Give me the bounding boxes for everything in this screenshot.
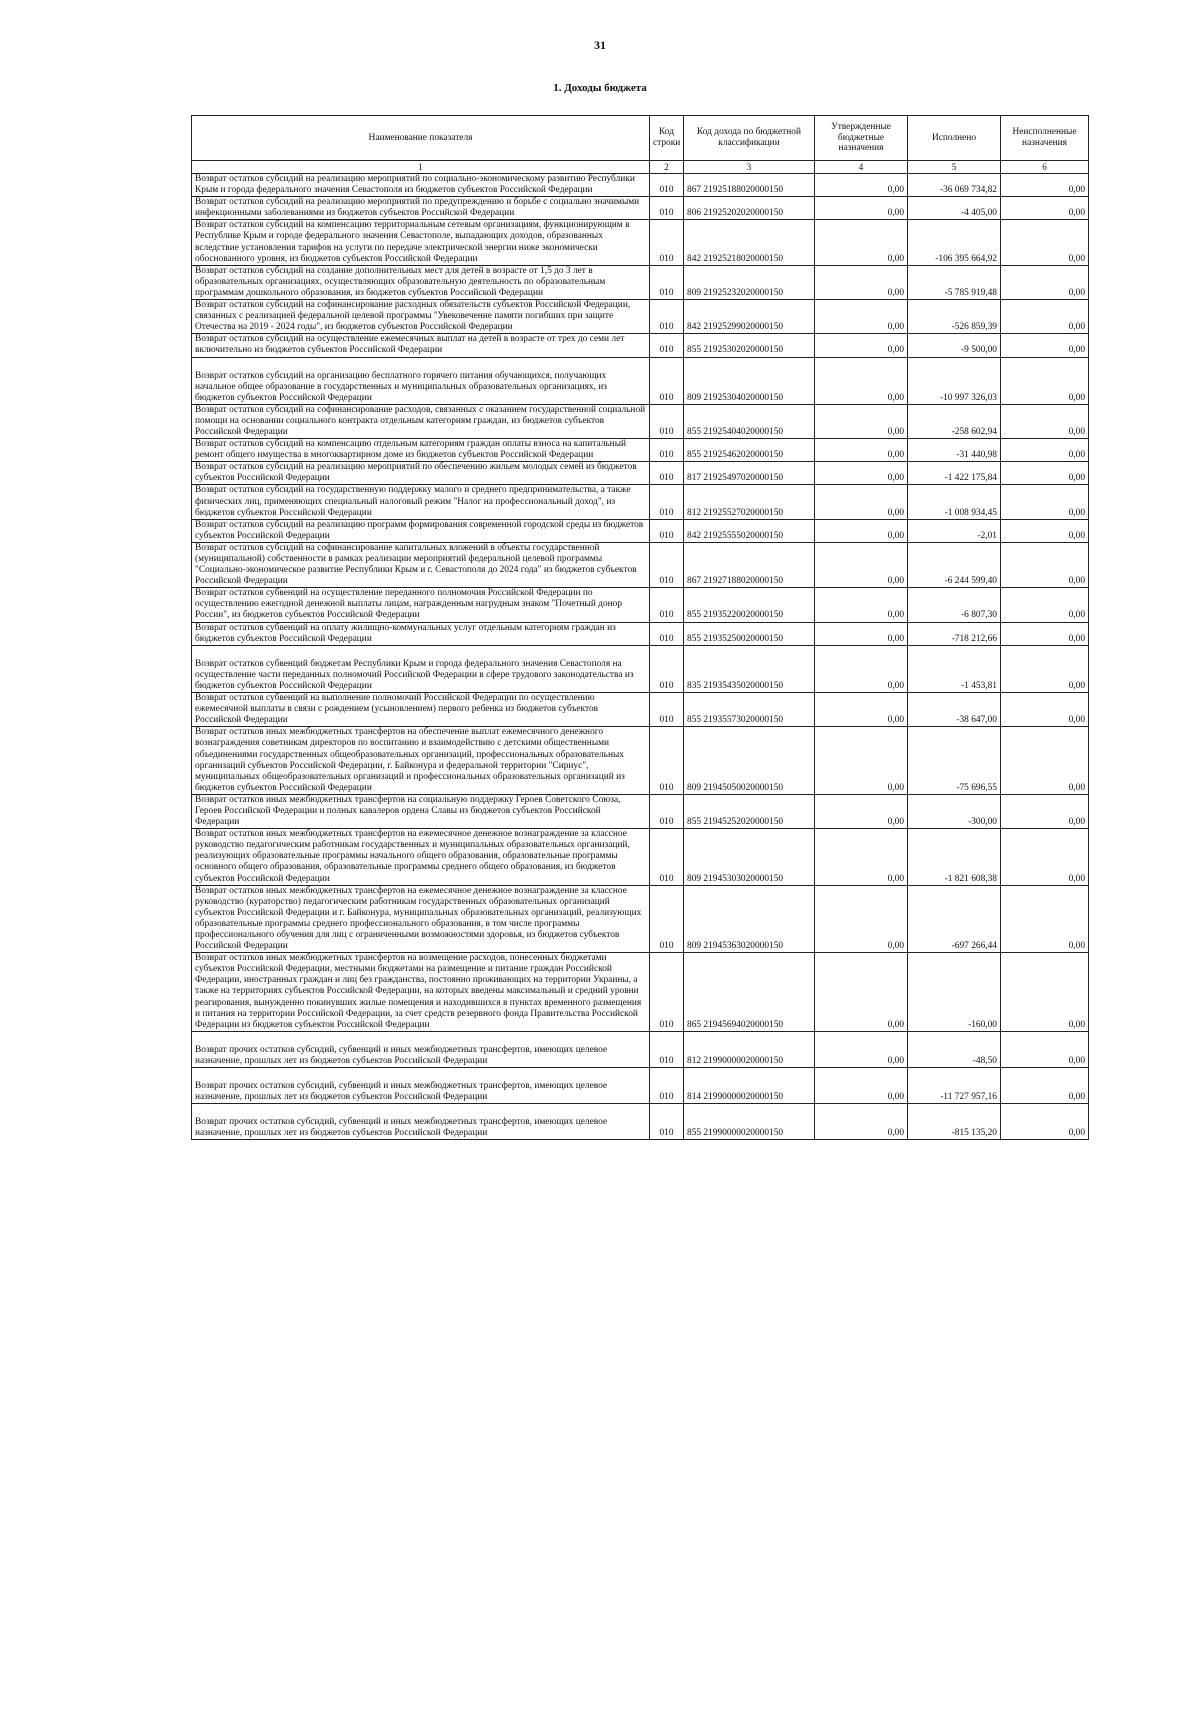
- table-row: [192, 220, 1089, 265]
- table-row: [192, 727, 1089, 795]
- income-code: 855 21990000020000150: [684, 1104, 815, 1140]
- table-row: [192, 953, 1089, 1032]
- table-row: [192, 300, 1089, 334]
- unexecuted-amount: 0,00: [1001, 174, 1089, 197]
- approved-amount: 0,00: [815, 197, 908, 220]
- unexecuted-amount: 0,00: [1001, 357, 1089, 404]
- unexecuted-amount: 0,00: [1001, 953, 1089, 1032]
- row-code: 010: [650, 485, 684, 519]
- row-code: 010: [650, 220, 684, 265]
- row-code: 010: [650, 357, 684, 404]
- table-row: [192, 357, 1089, 404]
- row-name: Возврат остатков иных межбюджетных трансфертов на возмещение расходов, понесенных бюджетами субъектов Российской Федерации, местными бюджетами на размещение и питание граждан Российской Федерации, иностранных граждан и лиц без гражданства, постоянно проживающих на территории Украины, а также на территориях субъектов Российской Федерации, на которых введены максимальный и средний уровни реагирования, вынужденно покинувших жилые помещения и находившихся в пунктах временного размещения и питания на территории Российской Федерации, за счет средств резервного фонда Правительства Российской Федерации из бюджетов субъектов Российской Федерации: [192, 953, 650, 1032]
- row-code: 010: [650, 404, 684, 438]
- table-row: [192, 693, 1089, 727]
- row-code: 010: [650, 197, 684, 220]
- approved-amount: 0,00: [815, 519, 908, 542]
- executed-amount: -160,00: [908, 953, 1001, 1032]
- income-code: 865 21945694020000150: [684, 953, 815, 1032]
- row-name: Возврат остатков иных межбюджетных трансфертов на социальную поддержку Героев Советского Союза, Героев Российской Федерации и полных кавалеров ордена Славы из бюджетов субъектов Российской Федерации: [192, 794, 650, 828]
- income-code: 855 21925462020000150: [684, 439, 815, 462]
- row-name: Возврат остатков субсидий на реализацию мероприятий по социально-экономическому развитию Республики Крым и города федерального значения Севастополя из бюджетов субъектов Российской Федерации: [192, 174, 650, 197]
- row-name: Возврат остатков иных межбюджетных трансфертов на ежемесячное денежное вознаграждение за классное руководство (кураторство) педагогическим работникам государственных образовательных организаций субъектов Российской Федерации и г. Байконура, муниципальных образовательных организаций, реализующих образовательные программы среднего профессионального образования, в том числе программы профессионального обучения для лиц с ограниченными возможностями здоровья, из бюджетов субъектов Российской Федерации: [192, 885, 650, 953]
- income-code: 855 21935573020000150: [684, 693, 815, 727]
- row-name: Возврат остатков субсидий на софинансирование капитальных вложений в объекты государственной (муниципальной) собственности в рамках реализации мероприятий федеральной целевой программы "Социально-экономическое развитие Республики Крым и г. Севастополя до 2024 года" из бюджетов субъектов Российской Федерации: [192, 542, 650, 587]
- income-code: 812 21990000020000150: [684, 1031, 815, 1067]
- unexecuted-amount: 0,00: [1001, 1104, 1089, 1140]
- income-code: 842 21925299020000150: [684, 300, 815, 334]
- row-name: Возврат остатков субсидий на реализацию мероприятий по обеспечению жильем молодых семей из бюджетов субъектов Российской Федерации: [192, 462, 650, 485]
- row-code: 010: [650, 953, 684, 1032]
- executed-amount: -1 821 608,38: [908, 829, 1001, 885]
- row-code: 010: [650, 462, 684, 485]
- row-name: Возврат остатков субвенций на осуществление переданного полномочия Российской Федерации по осуществлению ежегодной денежной выплаты лицам, награжденным нагрудным знаком "Почетный донор России", из бюджетов субъектов Российской Федерации: [192, 588, 650, 622]
- row-code: 010: [650, 1104, 684, 1140]
- table-row: [192, 174, 1089, 197]
- approved-amount: 0,00: [815, 829, 908, 885]
- row-code: 010: [650, 1068, 684, 1104]
- executed-amount: -1 008 934,45: [908, 485, 1001, 519]
- executed-amount: -36 069 734,82: [908, 174, 1001, 197]
- header-name: Наименование показателя: [192, 116, 650, 161]
- unexecuted-amount: 0,00: [1001, 404, 1089, 438]
- unexecuted-amount: 0,00: [1001, 519, 1089, 542]
- approved-amount: 0,00: [815, 588, 908, 622]
- income-code: 809 21945050020000150: [684, 727, 815, 795]
- executed-amount: -300,00: [908, 794, 1001, 828]
- approved-amount: 0,00: [815, 462, 908, 485]
- unexecuted-amount: 0,00: [1001, 693, 1089, 727]
- table-row: [192, 794, 1089, 828]
- row-name: Возврат остатков субсидий на осуществление ежемесячных выплат на детей в возрасте от трех до семи лет включительно из бюджетов субъектов Российской Федерации: [192, 334, 650, 357]
- row-code: 010: [650, 265, 684, 299]
- row-name: Возврат остатков иных межбюджетных трансфертов на ежемесячное денежное вознаграждение за классное руководство педагогическим работникам государственных и муниципальных образовательных организаций, реализующих образовательные программы начального общего образования, образовательные программы основного общего образования, образовательные программы среднего общего образования, из бюджетов субъектов Российской Федерации: [192, 829, 650, 885]
- page-number: 31: [594, 38, 606, 52]
- row-name: Возврат остатков субсидий на реализацию мероприятий по предупреждению и борьбе с социально значимыми инфекционными заболеваниями из бюджетов субъектов Российской Федерации: [192, 197, 650, 220]
- table-row: [192, 197, 1089, 220]
- row-name: Возврат остатков субвенций на выполнение полномочий Российской Федерации по осуществлению ежемесячной выплаты в связи с рождением (усыновлением) первого ребенка из бюджетов субъектов Российской Федерации: [192, 693, 650, 727]
- row-name: Возврат остатков субсидий на компенсацию отдельным категориям граждан оплаты взноса на капитальный ремонт общего имущества в многоквартирном доме из бюджетов субъектов Российской Федерации: [192, 439, 650, 462]
- executed-amount: -106 395 664,92: [908, 220, 1001, 265]
- header-executed: Исполнено: [908, 116, 1001, 161]
- header-income-code: Код дохода по бюджетной классификации: [684, 116, 815, 161]
- column-number: 3: [684, 161, 815, 174]
- row-name: Возврат прочих остатков субсидий, субвенций и иных межбюджетных трансфертов, имеющих целевое назначение, прошлых лет из бюджетов субъектов Российской Федерации: [192, 1104, 650, 1140]
- income-code: 809 21945303020000150: [684, 829, 815, 885]
- header-approved: Утвержденные бюджетные назначения: [815, 116, 908, 161]
- executed-amount: -1 422 175,84: [908, 462, 1001, 485]
- approved-amount: 0,00: [815, 265, 908, 299]
- header-unexecuted: Неисполненные назначения: [1001, 116, 1089, 161]
- executed-amount: -48,50: [908, 1031, 1001, 1067]
- column-number: 1: [192, 161, 650, 174]
- table-row: [192, 334, 1089, 357]
- executed-amount: -9 500,00: [908, 334, 1001, 357]
- row-code: 010: [650, 1031, 684, 1067]
- approved-amount: 0,00: [815, 1031, 908, 1067]
- table-row: [192, 645, 1089, 692]
- income-code: 814 21990000020000150: [684, 1068, 815, 1104]
- table-row: [192, 622, 1089, 645]
- income-code: 809 21925304020000150: [684, 357, 815, 404]
- row-code: 010: [650, 794, 684, 828]
- unexecuted-amount: 0,00: [1001, 197, 1089, 220]
- unexecuted-amount: 0,00: [1001, 462, 1089, 485]
- unexecuted-amount: 0,00: [1001, 542, 1089, 587]
- row-name: Возврат остатков иных межбюджетных трансфертов на обеспечение выплат ежемесячного денежного вознаграждения советникам директоров по воспитанию и взаимодействию с детскими общественными объединениями государственных общеобразовательных организаций, профессиональных образовательных организаций субъектов Российской Федерации, г. Байконура и федеральной территории "Сириус", муниципальных общеобразовательных организаций и профессиональных образовательных организаций из бюджетов субъектов Российской Федерации: [192, 727, 650, 795]
- column-number: 6: [1001, 161, 1089, 174]
- unexecuted-amount: 0,00: [1001, 622, 1089, 645]
- table-body: [192, 174, 1089, 1140]
- income-code: 842 21925218020000150: [684, 220, 815, 265]
- approved-amount: 0,00: [815, 220, 908, 265]
- row-code: 010: [650, 439, 684, 462]
- budget-income-table: [191, 115, 1089, 1140]
- table-row: [192, 439, 1089, 462]
- income-code: 855 21935220020000150: [684, 588, 815, 622]
- unexecuted-amount: 0,00: [1001, 794, 1089, 828]
- executed-amount: -526 859,39: [908, 300, 1001, 334]
- row-code: 010: [650, 588, 684, 622]
- executed-amount: -10 997 326,03: [908, 357, 1001, 404]
- row-name: Возврат остатков субсидий на реализацию программ формирования современной городской среды из бюджетов субъектов Российской Федерации: [192, 519, 650, 542]
- unexecuted-amount: 0,00: [1001, 727, 1089, 795]
- executed-amount: -38 647,00: [908, 693, 1001, 727]
- approved-amount: 0,00: [815, 300, 908, 334]
- approved-amount: 0,00: [815, 645, 908, 692]
- column-number-row: [192, 161, 1089, 174]
- unexecuted-amount: 0,00: [1001, 485, 1089, 519]
- column-number: 5: [908, 161, 1001, 174]
- table-row: [192, 1031, 1089, 1067]
- executed-amount: -5 785 919,48: [908, 265, 1001, 299]
- row-name: Возврат остатков субсидий на организацию бесплатного горячего питания обучающихся, получающих начальное общее образование в государственных и муниципальных образовательных организациях, из бюджетов субъектов Российской Федерации: [192, 357, 650, 404]
- table-row: [192, 829, 1089, 885]
- approved-amount: 0,00: [815, 794, 908, 828]
- income-code: 855 21935250020000150: [684, 622, 815, 645]
- table-row: [192, 265, 1089, 299]
- executed-amount: -6 807,30: [908, 588, 1001, 622]
- table-row: [192, 462, 1089, 485]
- unexecuted-amount: 0,00: [1001, 1068, 1089, 1104]
- row-name: Возврат прочих остатков субсидий, субвенций и иных межбюджетных трансфертов, имеющих целевое назначение, прошлых лет из бюджетов субъектов Российской Федерации: [192, 1031, 650, 1067]
- income-code: 809 21945363020000150: [684, 885, 815, 953]
- unexecuted-amount: 0,00: [1001, 645, 1089, 692]
- table-row: [192, 885, 1089, 953]
- row-code: 010: [650, 519, 684, 542]
- income-code: 842 21925555020000150: [684, 519, 815, 542]
- income-code: 835 21935435020000150: [684, 645, 815, 692]
- unexecuted-amount: 0,00: [1001, 885, 1089, 953]
- row-code: 010: [650, 829, 684, 885]
- executed-amount: -75 696,55: [908, 727, 1001, 795]
- row-name: Возврат прочих остатков субсидий, субвенций и иных межбюджетных трансфертов, имеющих целевое назначение, прошлых лет из бюджетов субъектов Российской Федерации: [192, 1068, 650, 1104]
- header-row-code: Код строки: [650, 116, 684, 161]
- unexecuted-amount: 0,00: [1001, 1031, 1089, 1067]
- document-title: 1. Доходы бюджета: [553, 82, 647, 94]
- table-header-row: [192, 116, 1089, 161]
- income-code: 855 21925302020000150: [684, 334, 815, 357]
- row-code: 010: [650, 542, 684, 587]
- executed-amount: -6 244 599,40: [908, 542, 1001, 587]
- row-name: Возврат остатков субсидий на государственную поддержку малого и среднего предпринимательства, а также физических лиц, применяющих специальный налоговый режим "Налог на профессиональный доход", из бюджетов субъектов Российской Федерации: [192, 485, 650, 519]
- approved-amount: 0,00: [815, 174, 908, 197]
- column-number: 4: [815, 161, 908, 174]
- income-code: 806 21925202020000150: [684, 197, 815, 220]
- approved-amount: 0,00: [815, 622, 908, 645]
- table-row: [192, 404, 1089, 438]
- executed-amount: -1 453,81: [908, 645, 1001, 692]
- approved-amount: 0,00: [815, 693, 908, 727]
- income-code: 855 21945252020000150: [684, 794, 815, 828]
- table-row: [192, 1104, 1089, 1140]
- executed-amount: -4 405,00: [908, 197, 1001, 220]
- unexecuted-amount: 0,00: [1001, 220, 1089, 265]
- executed-amount: -697 266,44: [908, 885, 1001, 953]
- table-row: [192, 485, 1089, 519]
- table-row: [192, 542, 1089, 587]
- row-name: Возврат остатков субвенций бюджетам Республики Крым и города федерального значения Севастополя на осуществление части переданных полномочий Российской Федерации в сфере трудового законодательства из бюджетов субъектов Российской Федерации: [192, 645, 650, 692]
- unexecuted-amount: 0,00: [1001, 334, 1089, 357]
- approved-amount: 0,00: [815, 953, 908, 1032]
- income-code: 867 21927188020000150: [684, 542, 815, 587]
- row-code: 010: [650, 300, 684, 334]
- approved-amount: 0,00: [815, 404, 908, 438]
- unexecuted-amount: 0,00: [1001, 829, 1089, 885]
- executed-amount: -718 212,66: [908, 622, 1001, 645]
- executed-amount: -258 602,94: [908, 404, 1001, 438]
- unexecuted-amount: 0,00: [1001, 588, 1089, 622]
- executed-amount: -11 727 957,16: [908, 1068, 1001, 1104]
- executed-amount: -2,01: [908, 519, 1001, 542]
- approved-amount: 0,00: [815, 1104, 908, 1140]
- approved-amount: 0,00: [815, 357, 908, 404]
- row-code: 010: [650, 334, 684, 357]
- row-code: 010: [650, 174, 684, 197]
- unexecuted-amount: 0,00: [1001, 265, 1089, 299]
- row-code: 010: [650, 727, 684, 795]
- approved-amount: 0,00: [815, 1068, 908, 1104]
- income-code: 855 21925404020000150: [684, 404, 815, 438]
- unexecuted-amount: 0,00: [1001, 439, 1089, 462]
- row-name: Возврат остатков субвенций на оплату жилищно-коммунальных услуг отдельным категориям граждан из бюджетов субъектов Российской Федерации: [192, 622, 650, 645]
- approved-amount: 0,00: [815, 885, 908, 953]
- approved-amount: 0,00: [815, 542, 908, 587]
- income-code: 809 21925232020000150: [684, 265, 815, 299]
- row-name: Возврат остатков субсидий на компенсацию территориальным сетевым организациям, функционирующим в Республике Крым и городе федерального значения Севастополе, выпадающих доходов, образованных вследствие установления тарифов на услуги по передаче электрической энергии ниже экономически обоснованного уровня, из бюджетов субъектов Российской Федерации: [192, 220, 650, 265]
- approved-amount: 0,00: [815, 439, 908, 462]
- row-code: 010: [650, 885, 684, 953]
- row-code: 010: [650, 693, 684, 727]
- table-row: [192, 519, 1089, 542]
- executed-amount: -815 135,20: [908, 1104, 1001, 1140]
- column-number: 2: [650, 161, 684, 174]
- row-name: Возврат остатков субсидий на софинансирование расходов, связанных с оказанием государственной социальной помощи на основании социального контракта отдельным категориям граждан, из бюджетов субъектов Российской Федерации: [192, 404, 650, 438]
- executed-amount: -31 440,98: [908, 439, 1001, 462]
- unexecuted-amount: 0,00: [1001, 300, 1089, 334]
- approved-amount: 0,00: [815, 727, 908, 795]
- approved-amount: 0,00: [815, 485, 908, 519]
- row-name: Возврат остатков субсидий на создание дополнительных мест для детей в возрасте от 1,5 до 3 лет в образовательных организациях, осуществляющих образовательную деятельность по образовательным программам дошкольного образования, из бюджетов субъектов Российской Федерации: [192, 265, 650, 299]
- income-code: 812 21925527020000150: [684, 485, 815, 519]
- row-name: Возврат остатков субсидий на софинансирование расходных обязательств субъектов Российской Федерации, связанных с реализацией федеральной целевой программы "Увековечение памяти погибших при защите Отечества на 2019 - 2024 годы", из бюджетов субъектов Российской Федерации: [192, 300, 650, 334]
- income-code: 867 21925188020000150: [684, 174, 815, 197]
- table-row: [192, 1068, 1089, 1104]
- table-row: [192, 588, 1089, 622]
- row-code: 010: [650, 645, 684, 692]
- row-code: 010: [650, 622, 684, 645]
- income-code: 817 21925497020000150: [684, 462, 815, 485]
- approved-amount: 0,00: [815, 334, 908, 357]
